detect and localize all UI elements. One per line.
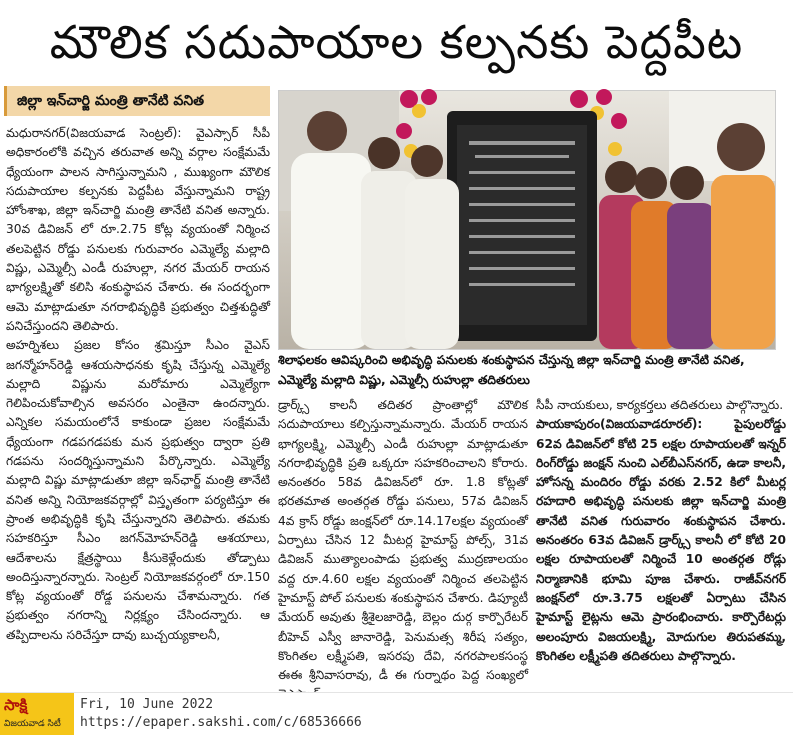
article-column-2	[278, 396, 528, 686]
footer-bar	[0, 692, 793, 735]
article-column-1	[6, 124, 270, 686]
photo-caption: శిలాఫలకం ఆవిష్కరించి అభివృద్ధి పనులకు శంకుస్థాపన చేస్తున్న జిల్లా ఇన్‌చార్జి మంత్రి తానేటి వనిత, ఎమ్మెల్యే మల్లాది విష్ణు, ఎమ్మెల్సీ రుహుల్లా తదితరులు	[278, 353, 745, 387]
logo-title: సాక్షి	[4, 696, 28, 714]
subheadline: జిల్లా ఇన్‌చార్జి మంత్రి తానేటి వనిత	[4, 86, 270, 116]
photo-illustration	[279, 91, 775, 349]
article-paragraph: సీపీ నాయకులు, కార్యకర్తలు తదితరులు పాల్గొన్నారు.	[536, 398, 784, 412]
news-photo	[278, 90, 776, 350]
article-column-3	[536, 396, 786, 686]
article-paragraph: మధురానగర్(విజయవాడ సెంట్రల్): వైఎస్సార్ సీపీ అధికారంలోకి వచ్చిన తరువాత అన్ని వర్గాల సంక్షేమమే ధ్యేయంగా పాలన సాగిస్తున్నామని , ముఖ్యంగా మౌలిక సదుపాయాల కల్పనకు పెద్దపీట వేస్తున్నామని రాష్ట్ర హోంశాఖ, జిల్లా ఇన్‌చార్జి మంత్రి తానేటి వనిత అన్నారు. 30వ డివిజన్ లో రూ.2.75 కోట్ల వ్యయంతో నిర్మించ తలపెట్టిన రోడ్డు పనులకు గురువారం ఎమ్మెల్యే మల్లాది విష్ణు, ఎమ్మెల్సీ ఎండీ రుహుల్లా, నగర మేయర్ రాయన భాగ్యలక్ష్మితో కలిసి శంకుస్థాపన చేశారు. ఈ సందర్భంగా ఆమె మాట్లాడుతూ నగరాభివృద్ధికి ప్రభుత్వం చిత్తశుద్ధితో పనిచేస్తుందని తెలిపారు.	[6, 126, 270, 333]
headline: మౌలిక సదుపాయాల కల్పనకు పెద్దపీట	[49, 15, 744, 69]
article-paragraph: పాయకాపురం(విజయవాడరూరల్): పైపులరోడ్డు 62వ డివిజన్‌లో కోటి 25 లక్షల రూపాయలతో ఇన్నర్ రింగ్‌రోడ్డు జంక్షన్ నుంచి ఎల్‌బీఎస్‌నగర్, ఉడా కాలనీ, హోసన్న మందిరం రోడ్డు వరకు 2.52 కిలో మీటర్ల రహదారి అభివృద్ధి పనులకు జిల్లా ఇన్‌చార్జి మంత్రి తానేటి వనిత గురువారం శంకుస్థాపన చేశారు. అనంతరం 63వ డివిజన్ డ్రార్క్స్ కాలనీ లో కోటి 20 లక్షల రూపాయలతో నిర్మించే 10 అంతర్గత రోడ్లు నిర్మాణానికి భూమి పూజ చేశారు. రాజీవ్‌నగర్ జంక్షన్‌లో రూ.3.75 లక్షలతో ఏర్పాటు చేసిన హైమాస్ట్ లైట్లను ఆమె ప్రారంభించారు. కార్పొరేటర్లు అలంపూరు విజయలక్ష్మి, మోదుగుల తిరుపతమ్మ, కొంగితల లక్ష్మీపతి తదితరులు పాల్గొన్నారు.	[536, 417, 786, 663]
article-paragraph: డ్రార్క్స్ కాలనీ తదితర ప్రాంతాల్లో మౌలిక సదుపాయాలు కల్పిస్తున్నామన్నారు. మేయర్ రాయన భాగ్యలక్ష్మి, ఎమ్మెల్సీ ఎండీ రుహుల్లా మాట్లాడుతూ నగరాభివృద్ధికి ప్రతి ఒక్కరూ సహకరించాలని కోరారు. అనంతరం 58వ డివిజన్‌లో రూ. 1.8 కోట్లతో భరతమాత అంతర్గత రోడ్డు పనులు, 57వ డివిజన్ 4వ క్రాస్ రోడ్డు జంక్షన్‌లో రూ.14.17లక్షల వ్యయంతో ఏర్పాటు చేసిన 12 మీటర్ల హైమాస్ట్ పోల్స్, 31వ డివిజన్ ముత్యాలంపాడు ప్రభుత్వ ముద్రణాలయం వద్ద రూ.4.60 లక్షల వ్యయంతో నిర్మించ తలపెట్టిన హైమాస్ట్ పోల్ పనులకు శంకుస్థాపన చేశారు. డిప్యూటీ మేయర్ అవుతు శ్రీశైలజారెడ్డి, బెల్లం దుర్గ కార్పొరేటర్ బీహెచ్ ఎస్వీ జానారెడ్డి, పెనుమత్స శిరీష సత్యం, కొంగితల లక్ష్మీపతి, ఇసరపు దేవి, నగరపాలకసంస్థ ఈఈ శ్రీనివాసరావు, డీ ఈ గుర్నాథం పెద్ద సంఖ్యలో	[278, 398, 528, 683]
article-paragraph: అహర్నిశలు ప్రజల కోసం శ్రమిస్తూ సీఎం వైఎస్ జగన్మోహన్‌రెడ్డి ఆశయసాధనకు కృషి చేస్తున్న ఎమ్మెల్యే మల్లాది విష్ణును మరోమారు ఎమ్మెల్యేగా గెలిపించుకోవాల్సిన అవసరం ఎంతైనా ఉందన్నారు. ఎన్నికల సమయంలోనే కాకుండా ప్రజల సంక్షేమమే ధ్యేయంగా గడపగడపకు మన ప్రభుత్వం ద్వారా ప్రతి గడపను సందర్శిస్తున్నామని పేర్కొన్నారు. ఎమ్మెల్యే మల్లాది విష్ణు మాట్లాడుతూ జిల్లా ఇన్‌ఛార్జ్ మంత్రి తానేటి వనిత అన్ని నియోజకవర్గాల్లో విస్తృతంగా పర్యటిస్తూ ఈ ప్రాంత అభివృద్ధికి కృషి చేస్తున్నారని తెలిపారు. తమకు సహకరిస్తూ సీఎం జగన్‌మోహన్‌రెడ్డి ఆశయాలు, ఆదేశాలను క్షేత్రస్థాయి కీసుకెళ్లేందుకు తోడ్పాటు అందిస్తున్నారన్నారు. సెంట్రల్ నియోజకవర్గంలో రూ.150 కోట్ల వ్యయంతో రోడ్డ పనులను చేశామన్నారు. గత ప్రభుత్వం నగరాన్ని నిర్లక్ష్యం చేసిందన్నారు. ఆ తప్పిదాలను సరిచేస్తూ దావు బుచ్చయ్యకాలనీ,	[6, 338, 270, 642]
sakshi-logo	[0, 693, 74, 735]
publication-date: Fri, 10 June 2022	[80, 697, 214, 712]
epaper-link[interactable]: https://epaper.sakshi.com/c/68536666	[80, 715, 362, 730]
logo-edition: విజయవాడ సిటీ	[4, 719, 61, 729]
